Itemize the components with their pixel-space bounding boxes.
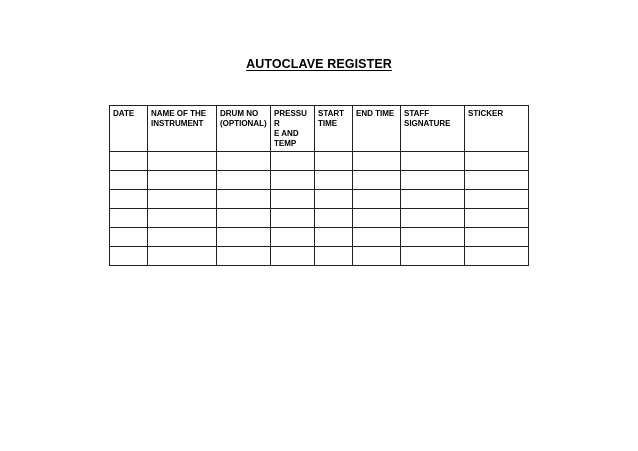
table-cell[interactable] [217, 190, 271, 209]
table-cell[interactable] [110, 152, 148, 171]
table-row [110, 228, 529, 247]
table-cell[interactable] [217, 152, 271, 171]
table-cell[interactable] [110, 247, 148, 266]
table-cell[interactable] [315, 190, 353, 209]
table-cell[interactable] [271, 190, 315, 209]
table-cell[interactable] [465, 228, 529, 247]
header-line: STAFF [404, 109, 430, 118]
header-line: STICKER [468, 109, 504, 118]
table-cell[interactable] [110, 171, 148, 190]
table-cell[interactable] [148, 152, 217, 171]
table-cell[interactable] [353, 247, 401, 266]
table-cell[interactable] [401, 209, 465, 228]
table-cell[interactable] [148, 247, 217, 266]
table-cell[interactable] [271, 209, 315, 228]
table-row [110, 247, 529, 266]
table-cell[interactable] [271, 152, 315, 171]
table-cell[interactable] [148, 228, 217, 247]
table-cell[interactable] [401, 171, 465, 190]
table-cell[interactable] [271, 228, 315, 247]
table-cell[interactable] [148, 190, 217, 209]
table-cell[interactable] [401, 190, 465, 209]
table-cell[interactable] [315, 247, 353, 266]
autoclave-register-table [109, 105, 529, 266]
table-cell[interactable] [465, 171, 529, 190]
header-line: END TIME [356, 109, 395, 118]
table-cell[interactable] [465, 247, 529, 266]
table-cell[interactable] [353, 228, 401, 247]
column-header-pressure-temp [271, 106, 315, 152]
header-line: TIME [318, 119, 338, 128]
table-cell[interactable] [148, 171, 217, 190]
table-cell[interactable] [217, 209, 271, 228]
page-title [0, 57, 638, 71]
header-line: E AND [274, 129, 299, 138]
header-line: (OPTIONAL) [220, 119, 267, 128]
table-cell[interactable] [353, 190, 401, 209]
table-cell[interactable] [271, 247, 315, 266]
page-title-text: AUTOCLAVE REGISTER [246, 57, 392, 71]
table-row [110, 171, 529, 190]
header-line: DATE [113, 109, 135, 118]
column-header-end-time [353, 106, 401, 152]
header-line: TEMP [274, 139, 297, 148]
column-header-instrument [148, 106, 217, 152]
header-line: DRUM NO [220, 109, 259, 118]
header-line: INSTRUMENT [151, 119, 204, 128]
table-cell[interactable] [353, 171, 401, 190]
column-header-staff-signature [401, 106, 465, 152]
table-cell[interactable] [217, 228, 271, 247]
table-cell[interactable] [315, 171, 353, 190]
table-cell[interactable] [353, 209, 401, 228]
header-line: SIGNATURE [404, 119, 451, 128]
header-row [110, 106, 529, 152]
table-cell[interactable] [315, 228, 353, 247]
table-cell[interactable] [315, 209, 353, 228]
table-cell[interactable] [217, 171, 271, 190]
table-cell[interactable] [315, 152, 353, 171]
table-cell[interactable] [217, 247, 271, 266]
table-row [110, 190, 529, 209]
table-cell[interactable] [401, 247, 465, 266]
column-header-drum-no [217, 106, 271, 152]
table-cell[interactable] [110, 209, 148, 228]
header-line: START [318, 109, 345, 118]
table-row [110, 152, 529, 171]
column-header-date [110, 106, 148, 152]
column-header-start-time [315, 106, 353, 152]
table-cell[interactable] [110, 228, 148, 247]
table-cell[interactable] [401, 228, 465, 247]
table-cell[interactable] [110, 190, 148, 209]
table-cell[interactable] [465, 209, 529, 228]
table-cell[interactable] [465, 152, 529, 171]
header-line: PRESSUR [274, 109, 307, 128]
column-header-sticker [465, 106, 529, 152]
table-cell[interactable] [353, 152, 401, 171]
table-row [110, 209, 529, 228]
table-cell[interactable] [271, 171, 315, 190]
table-cell[interactable] [148, 209, 217, 228]
header-line: NAME OF THE [151, 109, 207, 118]
table-cell[interactable] [465, 190, 529, 209]
table-cell[interactable] [401, 152, 465, 171]
